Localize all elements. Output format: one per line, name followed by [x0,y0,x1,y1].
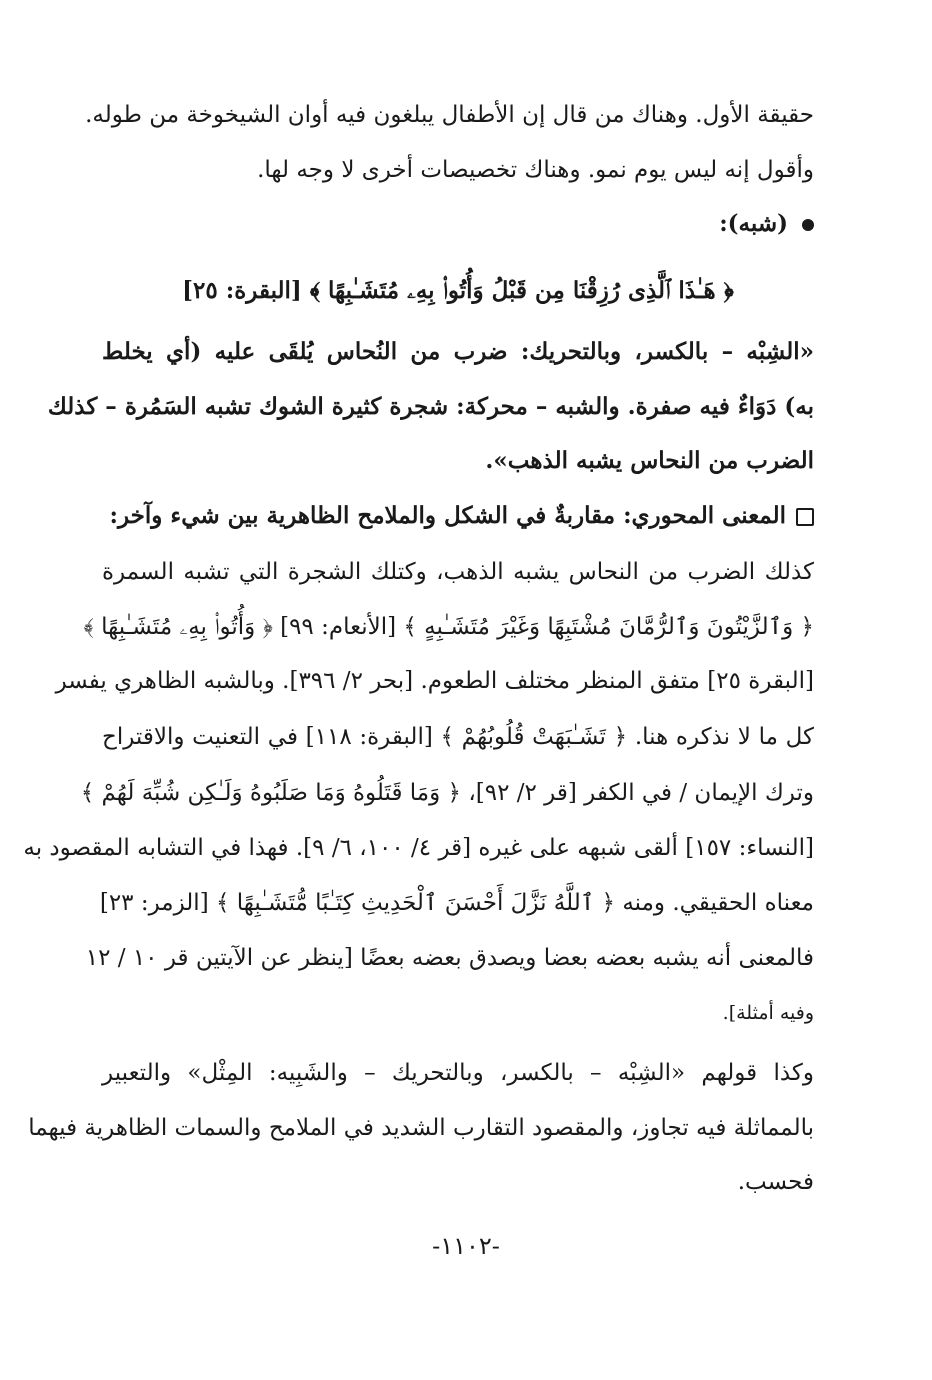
text-line-2: وأقول إنه ليس يوم نمو. وهناك تخصيصات أخرى لا وجه لها. [257,157,814,183]
square-box-icon [796,508,814,526]
section-heading [102,204,814,244]
text-line-16: فالمعنى أنه يشبه بعضه بعضا ويصدق بعضه بعضًا [ينظر عن الآيتين قر ١٠ / ١٢ [85,945,814,971]
definition-line-2: به) دَوَاءٌ فيه صفرة. والشبه – محركة: شجرة كثيرة الشوك تشبه السَمُرة – كذلك [47,393,814,420]
definition-line-3: الضرب من النحاس يشبه الذهب». [485,447,814,474]
text-line-13: وترك الإيمان / في الكفر [قر ٢/ ٩٢]، ﴿ وَمَا قَتَلُوهُ وَمَا صَلَبُوهُ وَلَـٰكِن شُبِّهَ لَهُمْ ﴾ [80,780,814,806]
text-line-17: وفيه أمثلة]. [722,1002,814,1024]
text-line-20: فحسب. [737,1169,814,1195]
text-line-11: [البقرة ٢٥] متفق المنظر مختلف الطعوم. [بحر ٢/ ٣٩٦]. وبالشبه الظاهري يفسر [55,668,814,694]
core-meaning-label: المعنى المحوري: مقاربةٌ في الشكل والملامح الظاهرية بين شيء وآخر: [109,502,786,529]
core-meaning-heading [102,496,814,536]
definition-line-1: «الشِبْه – بالكسر، وبالتحريك: ضرب من النُحاس يُلقَى عليه (أي يخلط [102,338,814,365]
text-line-15: معناه الحقيقي. ومنه ﴿ ٱللَّهُ نَزَّلَ أَحْسَنَ ٱلْحَدِيثِ كِتَـٰبًا مُّتَشَـٰبِهًا ﴾ [الزمر: ٢٣] [99,890,814,916]
quran-verse-line: ﴿ هَـٰذَا ٱلَّذِى رُزِقْنَا مِن قَبْلُ وَأُتُوا۟ بِهِۦ مُتَشَـٰبِهًا ﴾ [البقرة: ٢٥] [182,277,734,304]
text-line-18: وكذا قولهم «الشِبْه – بالكسر، وبالتحريك – والشَبِيه: المِثْل» والتعبير [102,1060,814,1086]
bullet-dot-icon [802,219,814,231]
text-line-14: [النساء: ١٥٧] ألقى شبهه على غيره [قر ٤/ ١٠٠، ٦/ ٩]. فهذا في التشابه المقصود به [23,835,814,861]
text-line-10: ﴿ وَٱلزَّيْتُونَ وَٱلرُّمَّانَ مُشْتَبِهًا وَغَيْرَ مُتَشَـٰبِهٍ ﴾ [الأنعام: ٩٩] ﴿ وَأُتُوا۟ بِهِۦ مُتَشَـٰبِهًا ﴾ [83,614,814,640]
text-line-1: حقيقة الأول. وهناك من قال إن الأطفال يبلغون فيه أوان الشيخوخة من طوله. [85,102,814,128]
page-number: -١١٠٢- [432,1232,500,1260]
text-line-19: بالمماثلة فيه تجاوز، والمقصود التقارب الشديد في الملامح والسمات الظاهرية فيهما [28,1115,814,1141]
text-line-12: كل ما لا نذكره هنا. ﴿ تَشَـٰبَهَتْ قُلُوبُهُمْ ﴾ [البقرة: ١١٨] في التعنيت والاقتراح [102,724,814,750]
text-line-9: كذلك الضرب من النحاس يشبه الذهب، وكتلك الشجرة التي تشبه السمرة [102,559,814,585]
section-heading-label: (شبه): [719,210,788,237]
